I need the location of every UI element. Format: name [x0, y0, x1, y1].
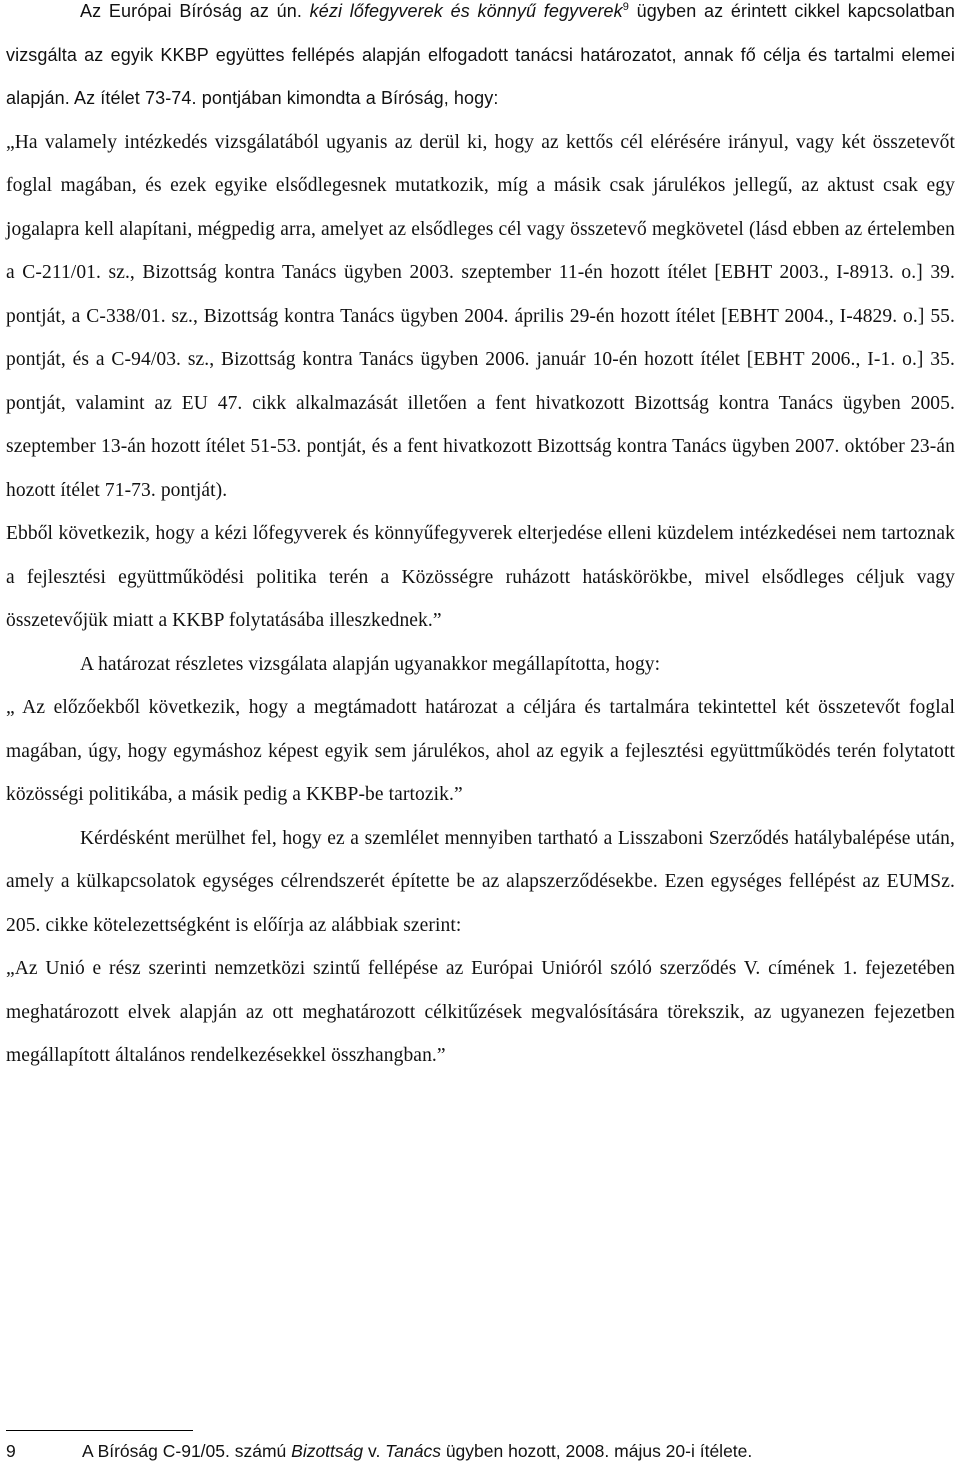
- footnote: [6, 1440, 906, 1462]
- document-page: [6, 0, 955, 1078]
- case-name-italic: kézi lőfegyverek és könnyű fegyverek: [309, 1, 623, 21]
- footnote-text-2: v.: [363, 1441, 386, 1461]
- footnote-text-1: A Bíróság C-91/05. számú: [82, 1441, 292, 1461]
- footnote-party-1: Bizottság: [291, 1441, 364, 1461]
- footnote-reference[interactable]: 9: [622, 1, 629, 13]
- footnote-text-3: ügyben hozott, 2008. május 20-i ítélete.: [440, 1441, 753, 1461]
- footnote-party-2: Tanács: [385, 1441, 441, 1461]
- footnote-separator: [6, 1430, 193, 1431]
- paragraph-question: Kérdésként merülhet fel, hogy ez a szemlélet mennyiben tartható a Lisszaboni Szerződés hatálybalépése után, amely a külkapcsolatok egységes célrendszerét építette be az alapszerződésekbe. Ezen egységes fellépést az EUMSz. 205. cikke kötelezettségként is előírja az alábbiak szerint:: [6, 827, 955, 936]
- paragraph-intro: [6, 0, 955, 121]
- paragraph-finding: A határozat részletes vizsgálata alapján ugyanakkor megállapította, hogy:: [80, 653, 661, 675]
- footnote-number: 9: [6, 1441, 16, 1461]
- quote-paragraph-4: „Az Unió e rész szerinti nemzetközi szintű fellépése az Európai Unióról szóló szerződés V. címének 1. fejezetében meghatározott elvek alapján az ott meghatározott célkitűzések megvalósítására törekszik, az ugyanezen fejezetben megállapított általános rendelkezésekkel összhangban.”: [6, 958, 955, 1066]
- quote-paragraph-2: Ebből következik, hogy a kézi lőfegyverek és könnyűfegyverek elterjedése elleni küzdelem intézkedései nem tartoznak a fejlesztési együttműködési politika terén a Közösségre ruházott hatáskörökbe, mivel elsődleges céljuk vagy összetevőjük miatt a KKBP folytatásába illeszkednek.”: [6, 523, 955, 631]
- intro-text-start: Az Európai Bíróság az ún.: [80, 1, 310, 21]
- quote-paragraph-1: „Ha valamely intézkedés vizsgálatából ugyanis az derül ki, hogy az kettős cél elérésére irányul, vagy két összetevőt foglal magában, és ezek egyike elsődlegesnek mutatkozik, míg a másik csak járulékos jellegű, az aktust csak egy jogalapra kell alapítani, mégpedig arra, amelyet az elsődleges cél vagy összetevő megkövetel (lásd ebben az értelemben a C-211/01. sz., Bizottság kontra Tanács ügyben 2003. szeptember 11-én hozott ítélet [EBHT 2003., I-8913. o.] 39. pontját, a C-338/01. sz., Bizottság kontra Tanács ügyben 2004. április 29-én hozott ítélet [EBHT 2004., I-4829. o.] 55. pontját, és a C-94/03. sz., Bizottság kontra Tanács ügyben 2006. január 10-én hozott ítélet [EBHT 2006., I-1. o.] 35. pontját, valamint az EU 47. cikk alkalmazását illetően a fent hivatkozott Bizottság kontra Tanács ügyben 2005. szeptember 13-án hozott ítélet 51-53. pontját, és a fent hivatkozott Bizottság kontra Tanács ügyben 2007. október 23-án hozott ítélet 71-73. pontját).: [6, 131, 955, 501]
- quote-paragraph-3: „ Az előzőekből következik, hogy a megtámadott határozat a céljára és tartalmára tekintettel két összetevőt foglal magában, úgy, hogy egymáshoz képest egyik sem járulékos, ahol az egyik a fejlesztési együttműködés terén folytatott közösségi politikába, a másik pedig a KKBP-be tartozik.”: [6, 697, 955, 805]
- intro-text-end: ügyben az érintett cikkel kapcsolatban vizsgálta az egyik KKBP együttes fellépés alapján elfogadott tanácsi határozatot, annak fő célja és tartalmi elemei alapján. Az ítélet 73-74. pontjában kimondta a Bíróság, hogy:: [6, 1, 955, 108]
